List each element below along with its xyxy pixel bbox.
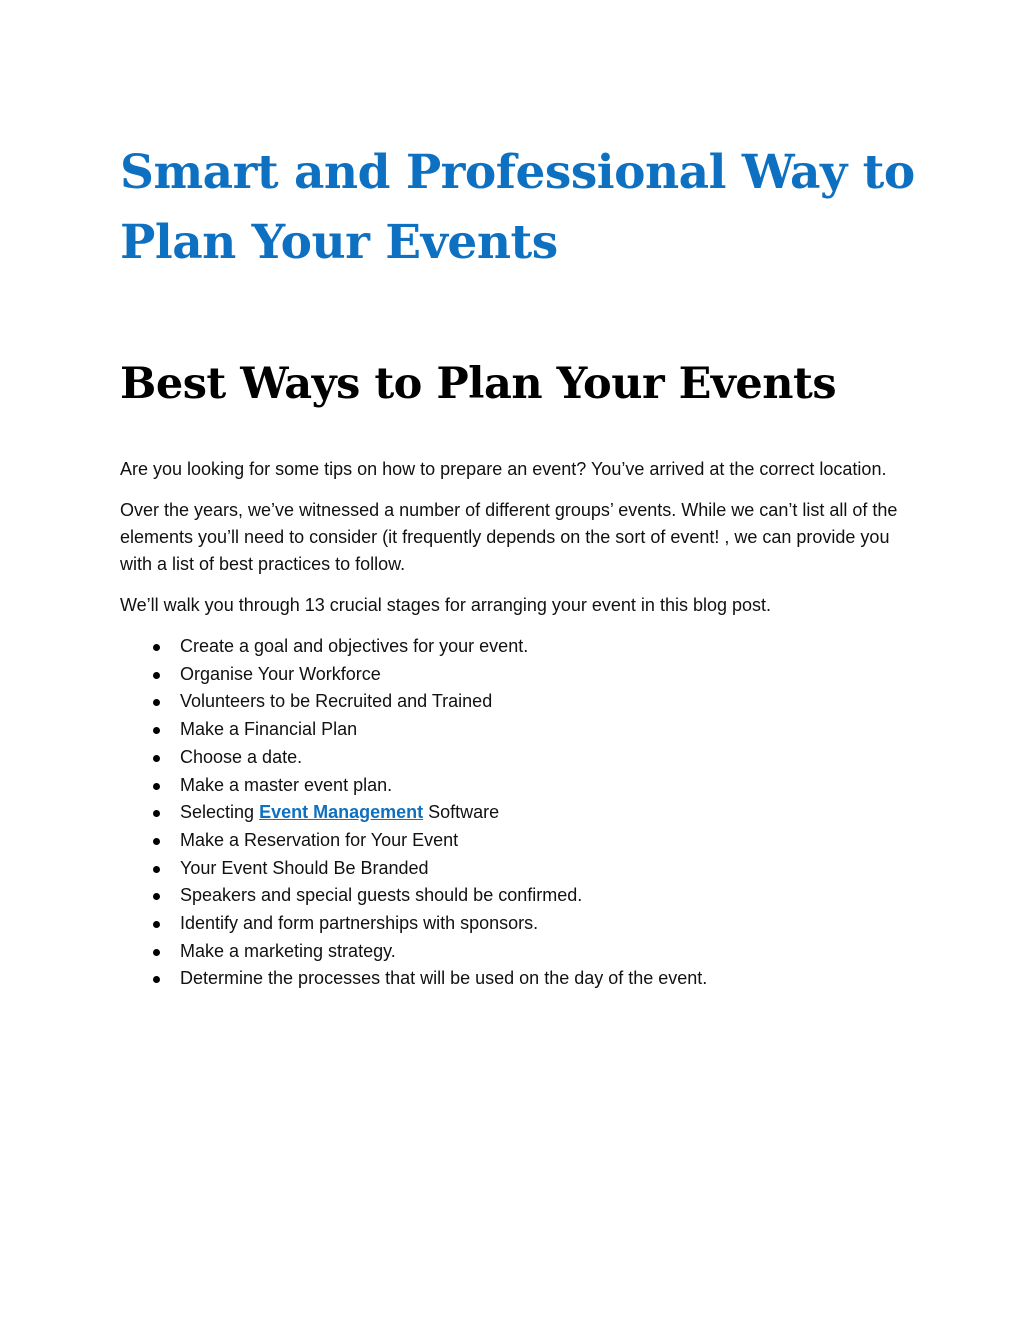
list-item-text: Create a goal and objectives for your event. bbox=[180, 636, 529, 656]
list-item bbox=[120, 716, 920, 744]
list-item-text-before: Selecting bbox=[180, 802, 260, 823]
list-item bbox=[120, 938, 920, 966]
list-item bbox=[120, 772, 920, 800]
list-item-text-after: Software bbox=[423, 802, 500, 823]
stages-list bbox=[120, 633, 920, 993]
document-subtitle: Best Ways to Plan Your Events bbox=[120, 359, 837, 409]
list-item-text: Make a Financial Plan bbox=[180, 719, 358, 740]
intro-paragraph: Are you looking for some tips on how to prepare an event? You’ve arrived at the correct location. bbox=[120, 459, 887, 479]
list-item bbox=[120, 910, 920, 938]
bullet-icon bbox=[153, 783, 160, 790]
list-item-text: Identify and form partnerships with sponsors. bbox=[180, 913, 539, 934]
event-management-link[interactable]: Event Management bbox=[259, 802, 424, 823]
experience-paragraph: Over the years, we’ve witnessed a number of different groups’ events. While we can’t list all of the elements you’ll need to consider (it frequently depends on the sort of event! , we can provide you with a list of best practices to follow. bbox=[120, 500, 898, 574]
list-item bbox=[120, 882, 920, 910]
list-item-text: Make a Reservation for Your Event bbox=[180, 829, 459, 850]
list-item-text: Your Event Should Be Branded bbox=[180, 857, 429, 878]
list-item bbox=[120, 965, 920, 993]
list-item bbox=[120, 855, 920, 883]
bullet-icon bbox=[153, 755, 160, 762]
bullet-icon bbox=[153, 949, 160, 956]
bullet-icon bbox=[153, 699, 160, 706]
list-item bbox=[120, 688, 920, 716]
bullet-icon bbox=[153, 672, 160, 679]
list-item bbox=[120, 799, 920, 827]
document-body bbox=[120, 456, 920, 993]
document-title: Smart and Professional Way to Plan Your Events bbox=[120, 145, 915, 270]
stages-paragraph: We’ll walk you through 13 crucial stages for arranging your event in this blog post. bbox=[120, 595, 772, 615]
list-item-text: Volunteers to be Recruited and Trained bbox=[180, 691, 493, 712]
list-item-text: Choose a date. bbox=[180, 746, 303, 767]
list-item-text: Make a marketing strategy. bbox=[180, 940, 396, 961]
list-item bbox=[120, 633, 920, 661]
list-item-text: Make a master event plan. bbox=[180, 774, 393, 795]
list-item-text: Determine the processes that will be used on the day of the event. bbox=[180, 968, 708, 989]
bullet-icon bbox=[153, 810, 160, 817]
list-item bbox=[120, 827, 920, 855]
bullet-icon bbox=[153, 727, 160, 734]
list-item bbox=[120, 661, 920, 689]
bullet-icon bbox=[153, 893, 160, 900]
bullet-icon bbox=[153, 838, 160, 845]
list-item-text: Organise Your Workforce bbox=[180, 663, 381, 684]
bullet-icon bbox=[153, 866, 160, 873]
list-item-text: Speakers and special guests should be confirmed. bbox=[180, 885, 583, 906]
bullet-icon bbox=[153, 976, 160, 983]
list-item bbox=[120, 744, 920, 772]
bullet-icon bbox=[153, 644, 160, 651]
bullet-icon bbox=[153, 921, 160, 928]
